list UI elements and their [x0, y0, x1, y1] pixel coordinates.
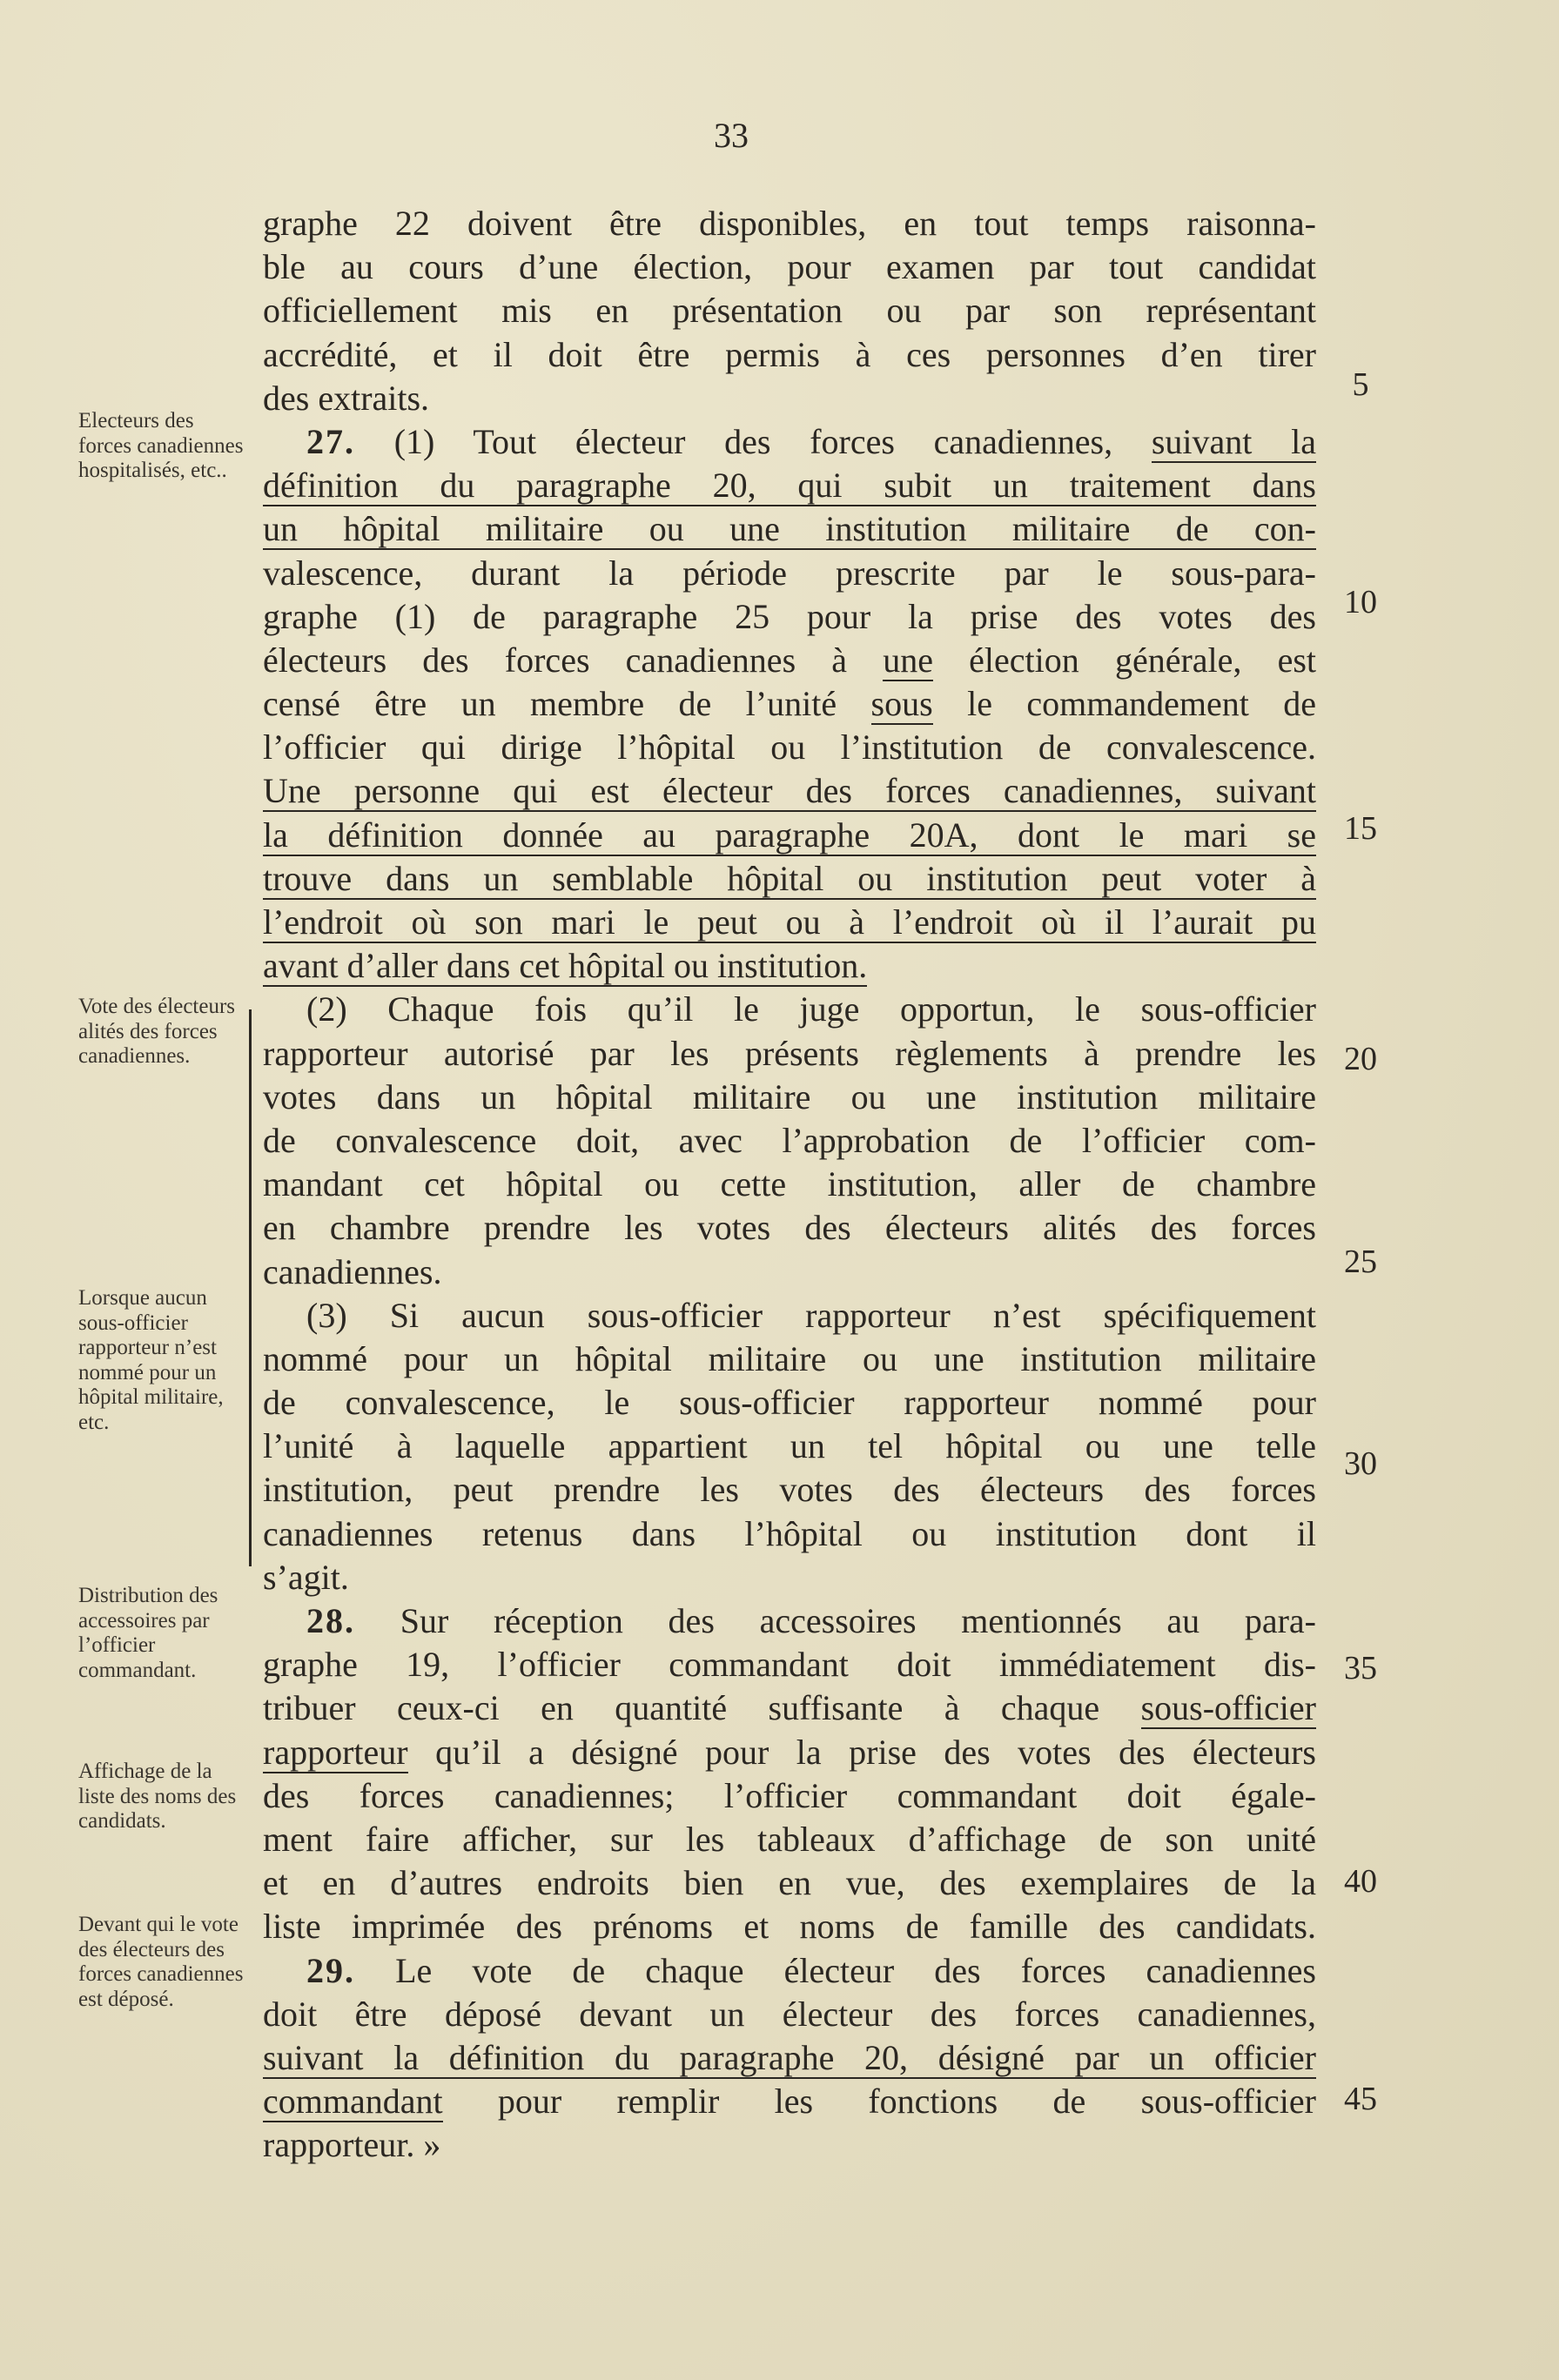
margin-note: Affichage de la liste des noms des candidats.	[78, 1760, 237, 1833]
text-line: valescence, durant la période prescrite par le sous-para-	[263, 553, 1316, 593]
text-line: électeurs des forces canadiennes à une élection générale, est	[263, 640, 1316, 680]
text-line: l’unité à laquelle appartient un tel hôpital ou une telle	[263, 1426, 1316, 1466]
amended-text: l’endroit où son mari le peut ou à l’endroit où il l’aurait pu	[263, 902, 1316, 942]
text-line: graphe 19, l’officier commandant doit immédiatement dis-	[263, 1645, 1316, 1685]
amended-text: suivant la définition du paragraphe 20, désigné par un officier	[263, 2037, 1316, 2077]
text-line: (3) Si aucun sous-officier rapporteur n’est spécifiquement	[306, 1295, 1316, 1335]
text-line: des forces canadiennes; l’officier commandant doit égale-	[263, 1775, 1316, 1815]
line-number: 45	[1344, 2081, 1377, 2117]
text-line: mandant cet hôpital ou cette institution, aller de chambre	[263, 1164, 1316, 1204]
text-line: et en d’autres endroits bien en vue, des exemplaires de la	[263, 1863, 1316, 1903]
margin-vertical-rule	[249, 1009, 252, 1566]
text-line: ble au cours d’une élection, pour examen par tout candidat	[263, 247, 1316, 287]
amended-text: Une personne qui est électeur des forces canadiennes, suivant	[263, 771, 1316, 811]
text-line: votes dans un hôpital militaire ou une institution militaire	[263, 1076, 1316, 1116]
line-number: 35	[1344, 1650, 1377, 1686]
text-line: officiellement mis en présentation ou par son représentant	[263, 291, 1316, 331]
amended-text: la définition donnée au paragraphe 20A, dont le mari se	[263, 815, 1316, 855]
amended-text: avant d’aller dans cet hôpital ou institution.	[263, 946, 868, 986]
text-line: canadiennes retenus dans l’hôpital ou institution dont il	[263, 1513, 1316, 1553]
section-29-first-line: 29. Le vote de chaque électeur des forces canadiennes	[306, 1950, 1316, 1990]
line-number: 30	[1344, 1445, 1377, 1482]
text-line: censé être un membre de l’unité sous le commandement de	[263, 684, 1317, 724]
amended-text: définition du paragraphe 20, qui subit un traitement dans	[263, 466, 1316, 506]
amended-text: sous	[870, 684, 933, 724]
text-line: en chambre prendre les votes des électeurs alités des forces	[263, 1208, 1316, 1248]
amended-text: rapporteur	[263, 1732, 408, 1772]
line-number: 40	[1344, 1863, 1377, 1900]
text-line: accrédité, et il doit être permis à ces personnes d’en tirer	[263, 334, 1316, 374]
text-line	[263, 2036, 1316, 2080]
text-line: de convalescence doit, avec l’approbation de l’officier com-	[263, 1120, 1316, 1160]
text-line: tribuer ceux-ci en quantité suffisante à chaque sous-officier	[263, 1688, 1316, 1728]
text-line	[263, 857, 1316, 901]
text-line: nommé pour un hôpital militaire ou une institution militaire	[263, 1338, 1316, 1378]
amended-text: sous-officier	[1140, 1688, 1316, 1728]
text-line	[263, 944, 1316, 988]
line-number: 25	[1344, 1244, 1377, 1280]
amended-text: commandant	[263, 2082, 443, 2122]
text-line: rapporteur qu’il a désigné pour la prise des votes des électeurs	[263, 1732, 1316, 1772]
amended-text: un hôpital militaire ou une institution militaire de con-	[263, 509, 1316, 549]
section-number: 29.	[306, 1950, 355, 1990]
text-line: commandant pour remplir les fonctions de sous-officier	[263, 2082, 1316, 2122]
section-27-first-line: 27. (1) Tout électeur des forces canadiennes, suivant la	[306, 421, 1317, 461]
amended-text: trouve dans un semblable hôpital ou institution peut voter à	[263, 858, 1316, 898]
text-line	[263, 901, 1316, 944]
section-number: 28.	[306, 1601, 355, 1640]
line-number: 20	[1344, 1041, 1377, 1077]
text-line: institution, peut prendre les votes des électeurs des forces	[263, 1470, 1316, 1510]
text-line: s’agit.	[263, 1557, 349, 1597]
text-line	[263, 507, 1316, 551]
text-line: des extraits.	[263, 378, 430, 418]
text-line: graphe 22 doivent être disponibles, en tout temps raisonna-	[263, 204, 1316, 243]
text-line: doit être déposé devant un électeur des forces canadiennes,	[263, 1994, 1316, 2034]
section-number: 27.	[306, 421, 355, 461]
text-line: l’officier qui dirige l’hôpital ou l’institution de convalescence.	[263, 727, 1316, 768]
text-line: liste imprimée des prénoms et noms de famille des candidats.	[263, 1907, 1316, 1947]
text-line: ment faire afficher, sur les tableaux d’affichage de son unité	[263, 1819, 1316, 1859]
body-text	[263, 202, 1316, 2167]
text-line	[263, 814, 1316, 857]
text-line: canadiennes.	[263, 1251, 442, 1291]
line-number: 15	[1344, 810, 1377, 847]
margin-note: Electeurs des forces canadiennes hospitalisés, etc..	[78, 409, 244, 482]
text-line: rapporteur. »	[263, 2125, 441, 2165]
line-number: 5	[1352, 366, 1369, 403]
margin-note: Lorsque aucun sous-officier rapporteur n’est nommé pour un hôpital militaire, etc.	[78, 1286, 224, 1434]
text-line	[263, 769, 1316, 813]
margin-note: Devant qui le vote des électeurs des forces canadiennes est déposé.	[78, 1913, 244, 2011]
section-28-first-line: 28. Sur réception des accessoires mentionnés au para-	[306, 1601, 1317, 1640]
amended-text: une	[883, 640, 933, 680]
margin-note: Vote des électeurs alités des forces canadiennes.	[78, 995, 236, 1068]
text-line: graphe (1) de paragraphe 25 pour la prise des votes des	[263, 596, 1316, 636]
page-number: 33	[714, 116, 749, 155]
line-number: 10	[1344, 584, 1377, 620]
text-line	[263, 464, 1316, 507]
text-line: (2) Chaque fois qu’il le juge opportun, le sous-officier	[306, 989, 1316, 1029]
text-line: de convalescence, le sous-officier rapporteur nommé pour	[263, 1383, 1316, 1423]
margin-note: Distribution des accessoires par l’officier commandant.	[78, 1584, 218, 1682]
text-line: rapporteur autorisé par les présents règlements à prendre les	[263, 1033, 1316, 1073]
amended-text: suivant la	[1151, 421, 1317, 461]
